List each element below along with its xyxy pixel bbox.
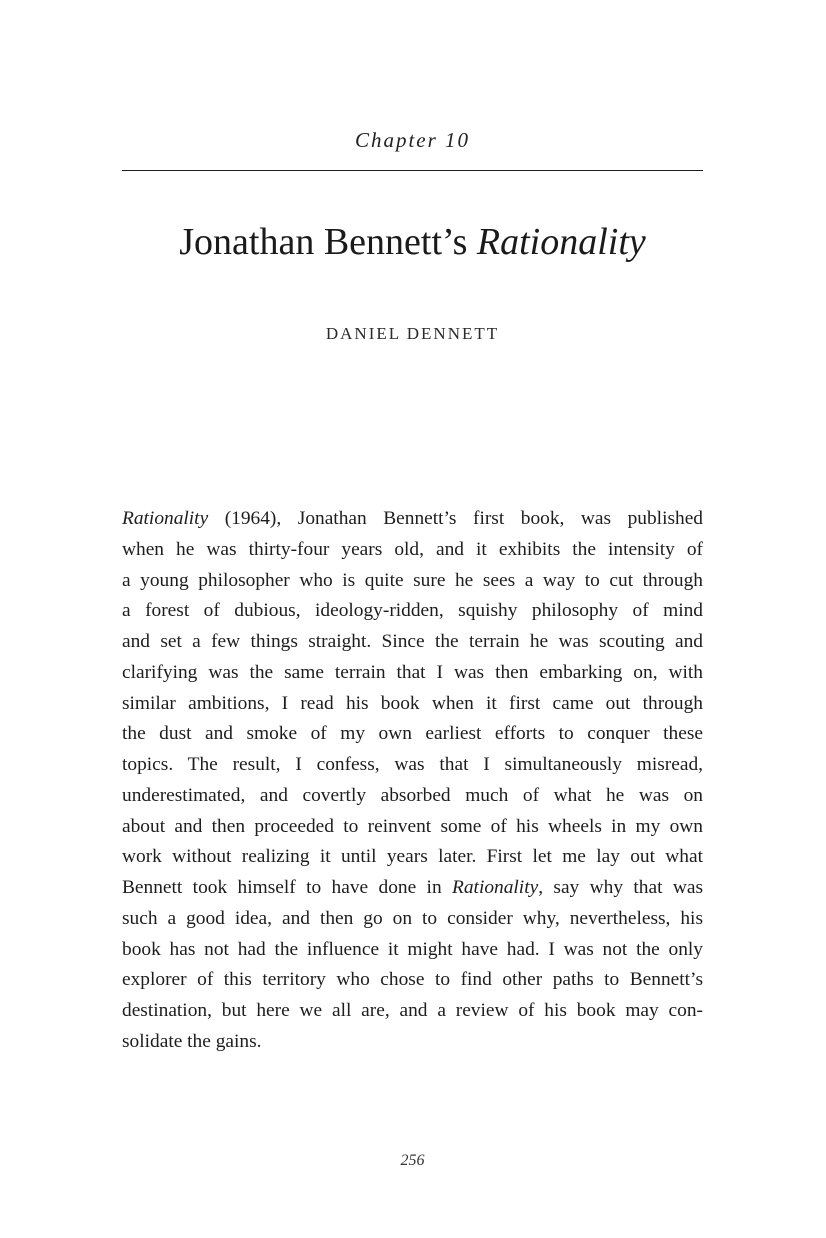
page-number: 256	[400, 1152, 425, 1169]
paragraph-line: underestimated, and covertly absorbed much of what he was on	[122, 784, 703, 806]
paragraph-line: explorer of this territory who chose to find other paths to Bennett’s	[122, 969, 703, 991]
paragraph-line: Rationality (1964), Jonathan Bennett’s first book, was published	[122, 508, 703, 529]
paragraph-line: a forest of dubious, ideology-ridden, squishy philosophy of mind	[122, 600, 703, 622]
paragraph-line: Bennett took himself to have done in Rationality, say why that was	[122, 877, 703, 898]
book-title-italic: Rationality	[122, 508, 209, 529]
paragraph-line: destination, but here we all are, and a review of his book may con-	[122, 1000, 703, 1021]
chapter-title-roman: Jonathan Bennett’s	[179, 221, 477, 263]
paragraph-line: book has not had the influence it might have had. I was not the only	[122, 938, 703, 960]
paragraph-line: and set a few things straight. Since the terrain he was scouting and	[122, 631, 703, 652]
paragraph-line: about and then proceeded to reinvent some of his wheels in my own	[122, 815, 703, 837]
chapter-label: Chapter 10	[354, 128, 471, 152]
paragraph-line: the dust and smoke of my own earliest efforts to conquer these	[122, 723, 703, 745]
paragraph-line: solidate the gains.	[122, 1030, 262, 1052]
body-paragraph	[122, 504, 703, 1058]
paragraph-line: such a good idea, and then go on to consider why, nevertheless, his	[122, 907, 703, 929]
book-title-italic: Rationality	[452, 877, 539, 898]
paragraph-line: a young philosopher who is quite sure he sees a way to cut through	[122, 569, 703, 591]
paragraph-line: topics. The result, I confess, was that I simultaneously misread,	[122, 754, 703, 775]
paragraph-line: clarifying was the same terrain that I was then embarking on, with	[122, 661, 703, 683]
paragraph-line: work without realizing it until years later. First let me lay out what	[122, 846, 703, 868]
paragraph-line: when he was thirty-four years old, and it exhibits the intensity of	[122, 538, 703, 560]
chapter-title-italic: Rationality	[476, 221, 646, 263]
author-name: DANIEL DENNETT	[325, 324, 500, 343]
chapter-title	[122, 218, 703, 266]
paragraph-line: similar ambitions, I read his book when it first came out through	[122, 692, 703, 714]
chapter-divider	[122, 170, 703, 171]
